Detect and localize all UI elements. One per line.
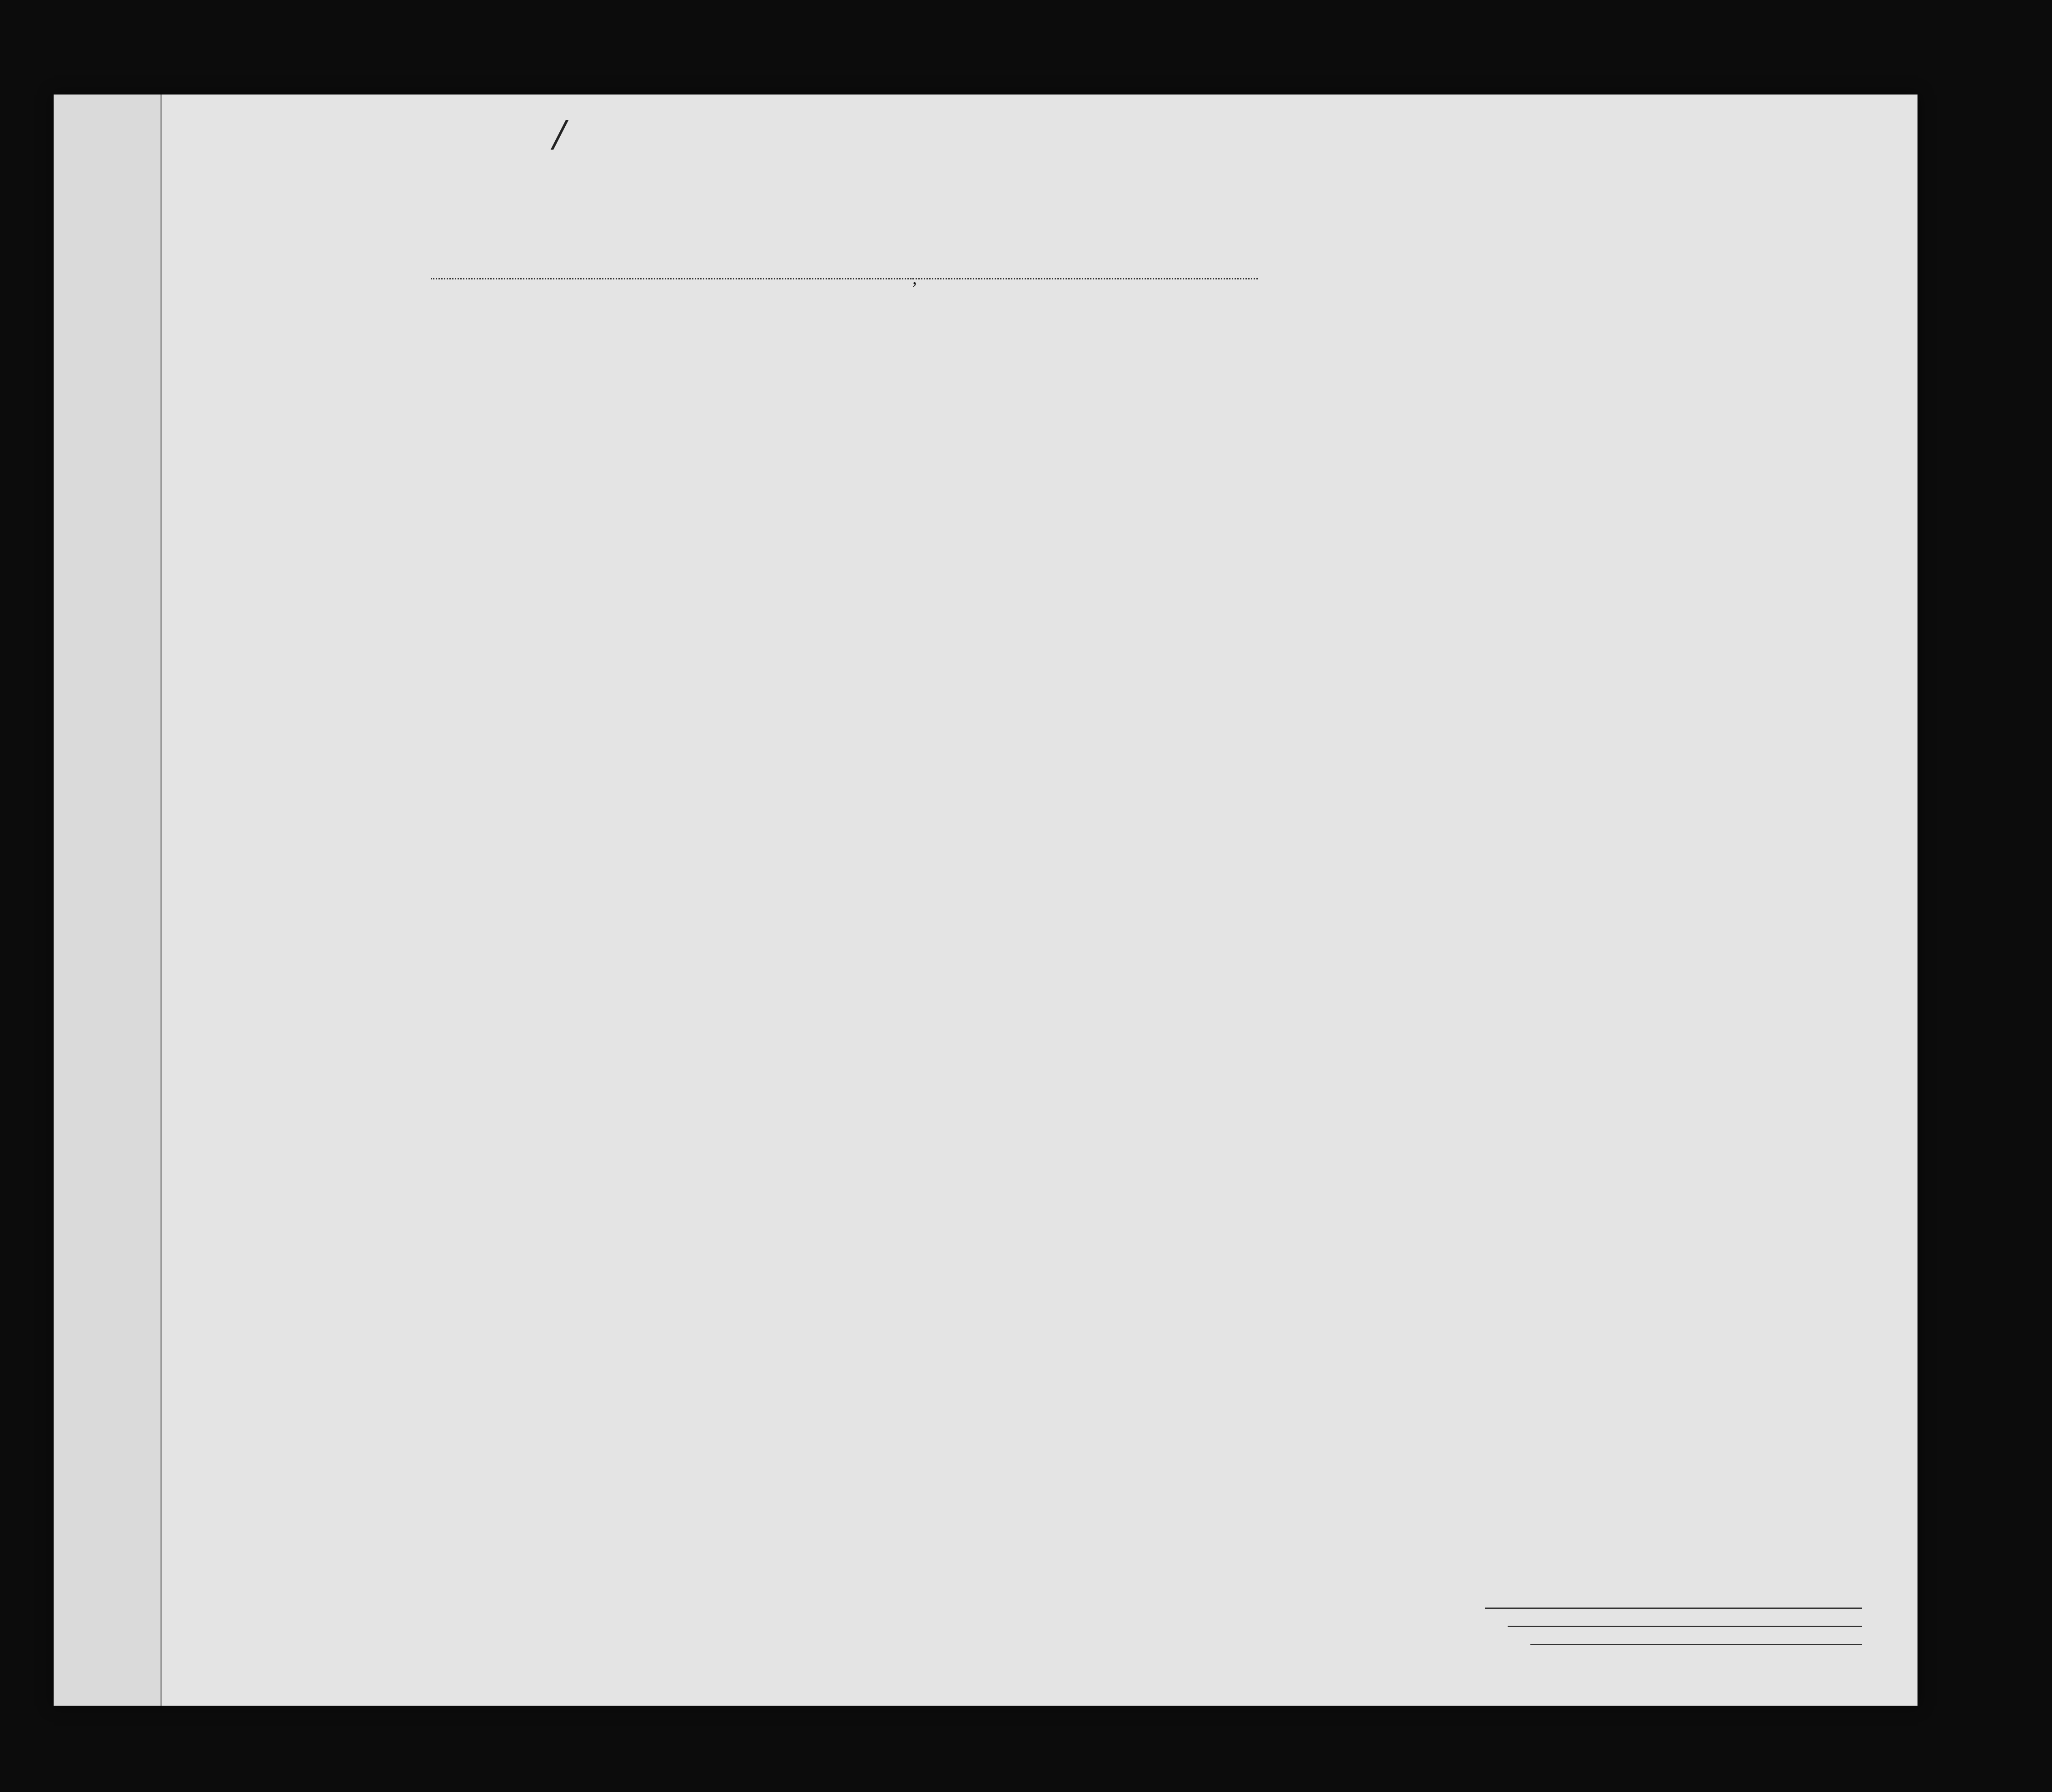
line-underline bbox=[1485, 1608, 1862, 1609]
manifest-grid bbox=[54, 95, 1918, 1706]
comma: , bbox=[912, 268, 917, 288]
handwritten-mark: / bbox=[553, 113, 566, 155]
owners-underline bbox=[1508, 1626, 1862, 1627]
manifest-sheet bbox=[54, 95, 1918, 1706]
agents-underline bbox=[1530, 1644, 1862, 1645]
